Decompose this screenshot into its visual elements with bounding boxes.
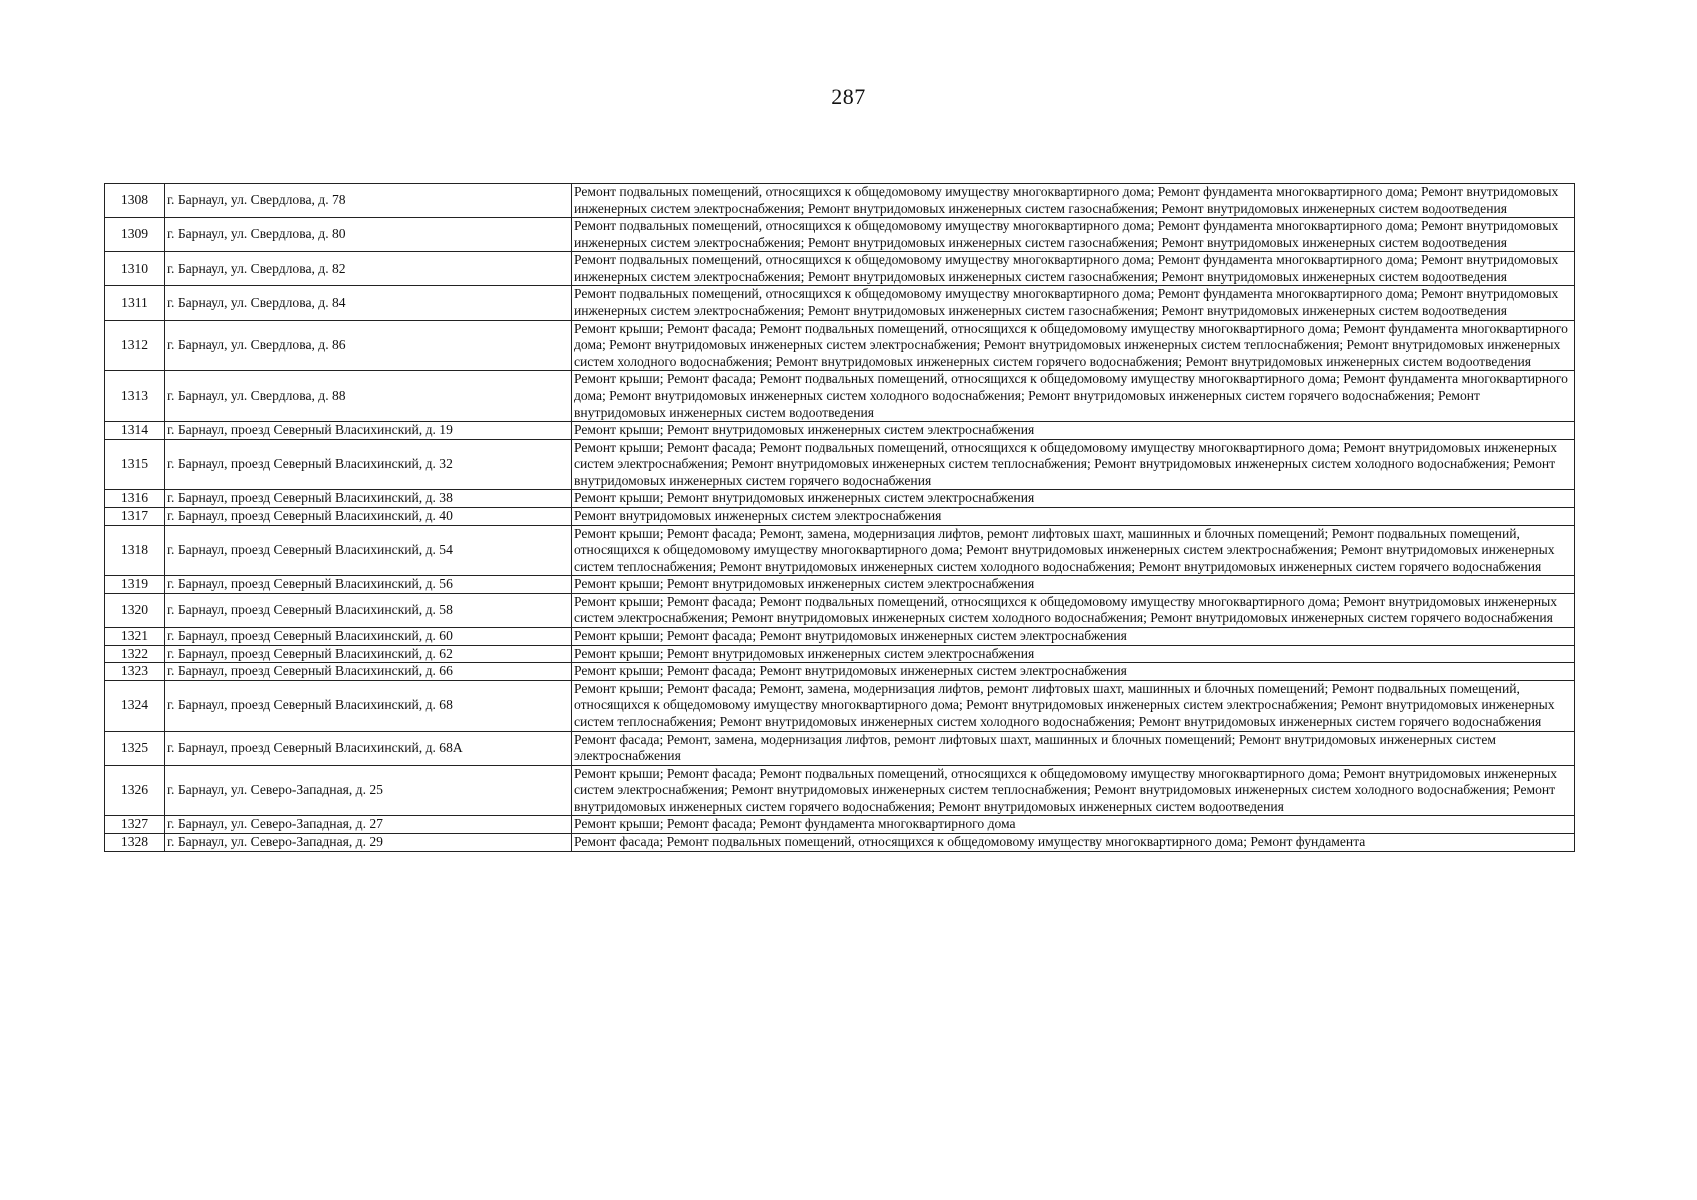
row-number-cell: 1318	[105, 525, 165, 576]
table-row	[105, 816, 1575, 834]
table-row	[105, 252, 1575, 286]
table-row	[105, 490, 1575, 508]
works-cell: Ремонт крыши; Ремонт фасада; Ремонт фундамента многоквартирного дома	[572, 816, 1575, 834]
row-number-cell: 1310	[105, 252, 165, 286]
works-cell: Ремонт крыши; Ремонт внутридомовых инженерных систем электроснабжения	[572, 422, 1575, 440]
table-row	[105, 218, 1575, 252]
address-cell: г. Барнаул, проезд Северный Власихинский, д. 68	[165, 680, 572, 731]
row-number-cell: 1312	[105, 320, 165, 371]
row-number-cell: 1325	[105, 731, 165, 765]
works-cell: Ремонт крыши; Ремонт фасада; Ремонт, замена, модернизация лифтов, ремонт лифтовых шахт, машинных и блочных помещений; Ремонт подвальных помещений, относящихся к общедомовому имуществу многоквартирного дома; Ремонт внутридомовых инженерных систем электроснабжения; Ремонт внутридомовых инженерных систем теплоснабжения; Ремонт внутридомовых инженерных систем холодного водоснабжения; Ремонт внутридомовых инженерных систем горячего водоснабжения	[572, 525, 1575, 576]
table-row	[105, 439, 1575, 490]
address-cell: г. Барнаул, проезд Северный Власихинский, д. 19	[165, 422, 572, 440]
row-number-cell: 1324	[105, 680, 165, 731]
row-number-cell: 1326	[105, 765, 165, 816]
table-row	[105, 371, 1575, 422]
works-cell: Ремонт крыши; Ремонт фасада; Ремонт внутридомовых инженерных систем электроснабжения	[572, 628, 1575, 646]
row-number-cell: 1317	[105, 507, 165, 525]
table-row	[105, 525, 1575, 576]
building-repair-table	[104, 183, 1575, 852]
address-cell: г. Барнаул, проезд Северный Власихинский, д. 38	[165, 490, 572, 508]
table-row	[105, 184, 1575, 218]
address-cell: г. Барнаул, ул. Свердлова, д. 84	[165, 286, 572, 320]
works-cell: Ремонт подвальных помещений, относящихся к общедомовому имуществу многоквартирного дома; Ремонт фундамента многоквартирного дома; Ремонт внутридомовых инженерных систем электроснабжения; Ремонт внутридомовых инженерных систем газоснабжения; Ремонт внутридомовых инженерных систем водоотведения	[572, 184, 1575, 218]
table-row	[105, 663, 1575, 681]
works-cell: Ремонт крыши; Ремонт внутридомовых инженерных систем электроснабжения	[572, 576, 1575, 594]
works-cell: Ремонт крыши; Ремонт фасада; Ремонт внутридомовых инженерных систем электроснабжения	[572, 663, 1575, 681]
address-cell: г. Барнаул, проезд Северный Власихинский, д. 66	[165, 663, 572, 681]
address-cell: г. Барнаул, ул. Свердлова, д. 86	[165, 320, 572, 371]
row-number-cell: 1323	[105, 663, 165, 681]
address-cell: г. Барнаул, ул. Свердлова, д. 82	[165, 252, 572, 286]
address-cell: г. Барнаул, проезд Северный Власихинский, д. 60	[165, 628, 572, 646]
table-body	[105, 184, 1575, 852]
address-cell: г. Барнаул, проезд Северный Власихинский, д. 56	[165, 576, 572, 594]
table-row	[105, 593, 1575, 627]
address-cell: г. Барнаул, проезд Северный Власихинский, д. 68А	[165, 731, 572, 765]
works-cell: Ремонт крыши; Ремонт фасада; Ремонт подвальных помещений, относящихся к общедомовому имуществу многоквартирного дома; Ремонт фундамента многоквартирного дома; Ремонт внутридомовых инженерных систем электроснабжения; Ремонт внутридомовых инженерных систем теплоснабжения; Ремонт внутридомовых инженерных систем холодного водоснабжения; Ремонт внутридомовых инженерных систем горячего водоснабжения; Ремонт внутридомовых инженерных систем водоотведения	[572, 320, 1575, 371]
address-cell: г. Барнаул, проезд Северный Власихинский, д. 58	[165, 593, 572, 627]
works-cell: Ремонт крыши; Ремонт фасада; Ремонт подвальных помещений, относящихся к общедомовому имуществу многоквартирного дома; Ремонт внутридомовых инженерных систем электроснабжения; Ремонт внутридомовых инженерных систем холодного водоснабжения; Ремонт внутридомовых инженерных систем горячего водоснабжения	[572, 593, 1575, 627]
row-number-cell: 1308	[105, 184, 165, 218]
row-number-cell: 1313	[105, 371, 165, 422]
row-number-cell: 1316	[105, 490, 165, 508]
address-cell: г. Барнаул, ул. Северо-Западная, д. 25	[165, 765, 572, 816]
address-cell: г. Барнаул, ул. Северо-Западная, д. 29	[165, 833, 572, 851]
table-row	[105, 680, 1575, 731]
works-cell: Ремонт крыши; Ремонт внутридомовых инженерных систем электроснабжения	[572, 645, 1575, 663]
works-cell: Ремонт фасада; Ремонт, замена, модернизация лифтов, ремонт лифтовых шахт, машинных и блочных помещений; Ремонт внутридомовых инженерных систем электроснабжения	[572, 731, 1575, 765]
table-row	[105, 422, 1575, 440]
address-cell: г. Барнаул, ул. Северо-Западная, д. 27	[165, 816, 572, 834]
address-cell: г. Барнаул, проезд Северный Власихинский, д. 54	[165, 525, 572, 576]
table-row	[105, 628, 1575, 646]
works-cell: Ремонт крыши; Ремонт внутридомовых инженерных систем электроснабжения	[572, 490, 1575, 508]
row-number-cell: 1314	[105, 422, 165, 440]
table-row	[105, 320, 1575, 371]
works-cell: Ремонт внутридомовых инженерных систем электроснабжения	[572, 507, 1575, 525]
table-row	[105, 645, 1575, 663]
table-row	[105, 731, 1575, 765]
address-cell: г. Барнаул, ул. Свердлова, д. 78	[165, 184, 572, 218]
row-number-cell: 1320	[105, 593, 165, 627]
works-cell: Ремонт подвальных помещений, относящихся к общедомовому имуществу многоквартирного дома; Ремонт фундамента многоквартирного дома; Ремонт внутридомовых инженерных систем электроснабжения; Ремонт внутридомовых инженерных систем газоснабжения; Ремонт внутридомовых инженерных систем водоотведения	[572, 218, 1575, 252]
row-number-cell: 1328	[105, 833, 165, 851]
row-number-cell: 1315	[105, 439, 165, 490]
works-cell: Ремонт крыши; Ремонт фасада; Ремонт подвальных помещений, относящихся к общедомовому имуществу многоквартирного дома; Ремонт внутридомовых инженерных систем электроснабжения; Ремонт внутридомовых инженерных систем теплоснабжения; Ремонт внутридомовых инженерных систем холодного водоснабжения; Ремонт внутридомовых инженерных систем горячего водоснабжения	[572, 439, 1575, 490]
row-number-cell: 1319	[105, 576, 165, 594]
works-cell: Ремонт подвальных помещений, относящихся к общедомовому имуществу многоквартирного дома; Ремонт фундамента многоквартирного дома; Ремонт внутридомовых инженерных систем электроснабжения; Ремонт внутридомовых инженерных систем газоснабжения; Ремонт внутридомовых инженерных систем водоотведения	[572, 286, 1575, 320]
address-cell: г. Барнаул, ул. Свердлова, д. 88	[165, 371, 572, 422]
address-cell: г. Барнаул, проезд Северный Власихинский, д. 62	[165, 645, 572, 663]
address-cell: г. Барнаул, ул. Свердлова, д. 80	[165, 218, 572, 252]
works-cell: Ремонт крыши; Ремонт фасада; Ремонт подвальных помещений, относящихся к общедомовому имуществу многоквартирного дома; Ремонт фундамента многоквартирного дома; Ремонт внутридомовых инженерных систем холодного водоснабжения; Ремонт внутридомовых инженерных систем горячего водоснабжения; Ремонт внутридомовых инженерных систем водоотведения	[572, 371, 1575, 422]
table-row	[105, 765, 1575, 816]
works-cell: Ремонт крыши; Ремонт фасада; Ремонт, замена, модернизация лифтов, ремонт лифтовых шахт, машинных и блочных помещений; Ремонт подвальных помещений, относящихся к общедомовому имуществу многоквартирного дома; Ремонт внутридомовых инженерных систем электроснабжения; Ремонт внутридомовых инженерных систем теплоснабжения; Ремонт внутридомовых инженерных систем холодного водоснабжения; Ремонт внутридомовых инженерных систем горячего водоснабжения	[572, 680, 1575, 731]
works-cell: Ремонт подвальных помещений, относящихся к общедомовому имуществу многоквартирного дома; Ремонт фундамента многоквартирного дома; Ремонт внутридомовых инженерных систем электроснабжения; Ремонт внутридомовых инженерных систем газоснабжения; Ремонт внутридомовых инженерных систем водоотведения	[572, 252, 1575, 286]
works-cell: Ремонт крыши; Ремонт фасада; Ремонт подвальных помещений, относящихся к общедомовому имуществу многоквартирного дома; Ремонт внутридомовых инженерных систем электроснабжения; Ремонт внутридомовых инженерных систем теплоснабжения; Ремонт внутридомовых инженерных систем холодного водоснабжения; Ремонт внутридомовых инженерных систем горячего водоснабжения; Ремонт внутридомовых инженерных систем водоотведения	[572, 765, 1575, 816]
table-row	[105, 507, 1575, 525]
address-cell: г. Барнаул, проезд Северный Власихинский, д. 40	[165, 507, 572, 525]
row-number-cell: 1321	[105, 628, 165, 646]
table-row	[105, 286, 1575, 320]
page-number: 287	[831, 84, 866, 109]
works-cell: Ремонт фасада; Ремонт подвальных помещений, относящихся к общедомовому имуществу многоквартирного дома; Ремонт фундамента	[572, 833, 1575, 851]
address-cell: г. Барнаул, проезд Северный Власихинский, д. 32	[165, 439, 572, 490]
table-row	[105, 833, 1575, 851]
row-number-cell: 1309	[105, 218, 165, 252]
row-number-cell: 1311	[105, 286, 165, 320]
table-row	[105, 576, 1575, 594]
row-number-cell: 1327	[105, 816, 165, 834]
row-number-cell: 1322	[105, 645, 165, 663]
